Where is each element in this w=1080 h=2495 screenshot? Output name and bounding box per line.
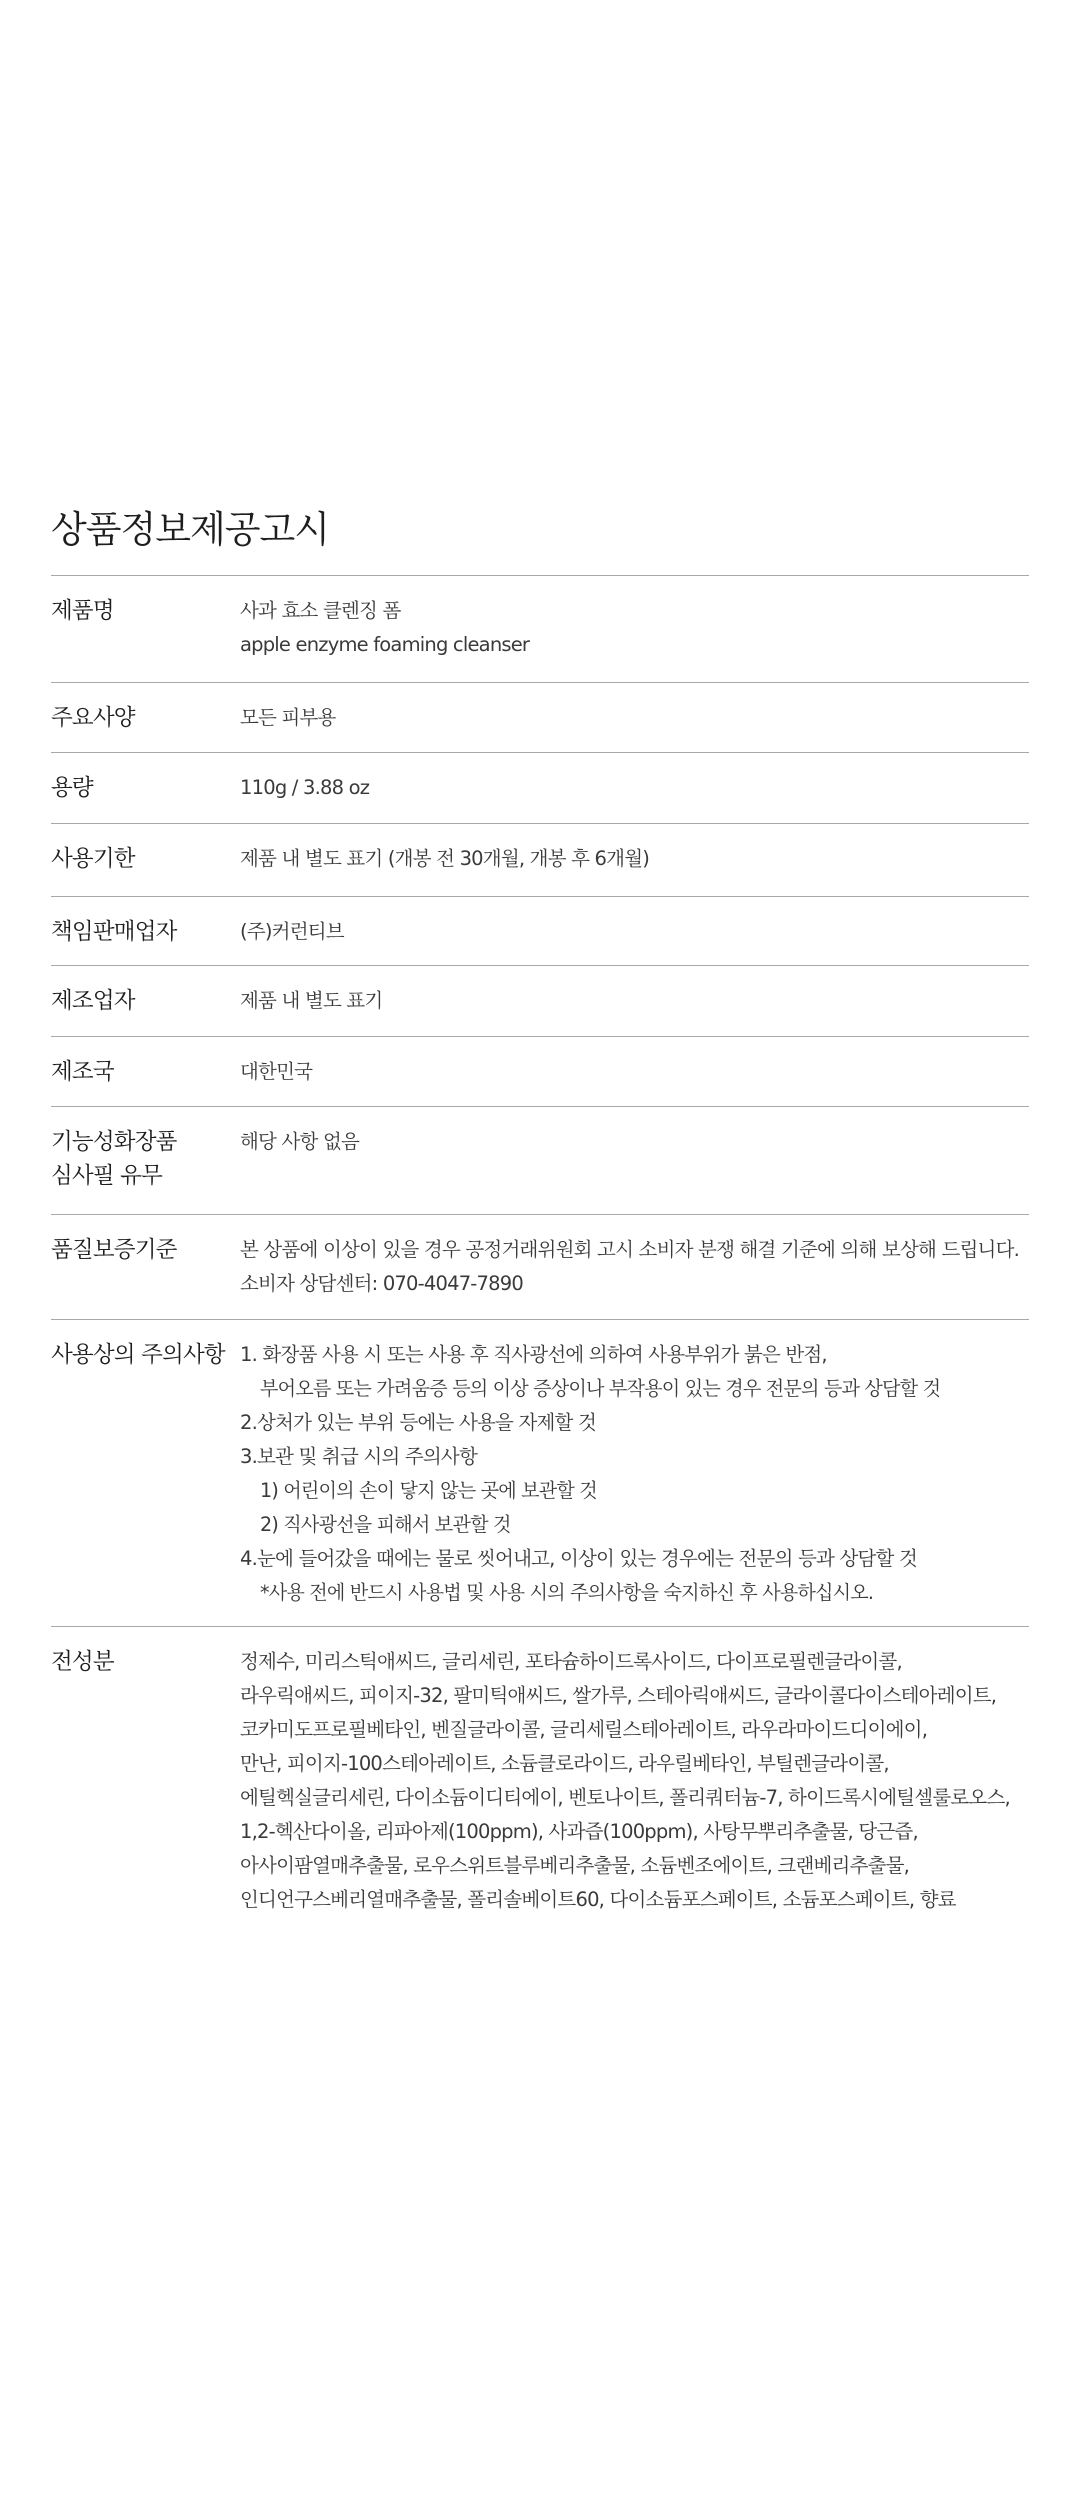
value-line: *사용 전에 반드시 사용법 및 사용 시의 주의사항을 숙지하신 후 사용하십시오.	[260, 1582, 874, 1604]
value-line: 소비자 상담센터: 070-4047-7890	[240, 1272, 523, 1295]
row-value	[240, 1107, 1029, 1214]
value-line: 정제수, 미리스틱애씨드, 글리세린, 포타슘하이드록사이드, 다이프로필렌글라이콜,	[240, 1650, 902, 1673]
value-line: 1. 화장품 사용 시 또는 사용 후 직사광선에 의하여 사용부위가 붉은 반점,	[240, 1343, 827, 1366]
value-line: 제품 내 별도 표기 (개봉 전 30개월, 개봉 후 6개월)	[240, 847, 650, 870]
value-line: 2.상처가 있는 부위 등에는 사용을 자제할 것	[240, 1411, 597, 1434]
value-line: 대한민국	[240, 1060, 313, 1083]
row-label: 책임판매업자	[51, 919, 177, 945]
value-line: (주)커런티브	[240, 920, 344, 943]
row-value	[240, 966, 1029, 1036]
page-title: 상품정보제공고시	[51, 508, 329, 551]
value-line: 2) 직사광선을 피해서 보관할 것	[260, 1514, 511, 1536]
row-main-spec	[51, 683, 1029, 753]
value-line: 부어오름 또는 가려움증 등의 이상 증상이나 부작용이 있는 경우 전문의 등과 상담할 것	[260, 1378, 941, 1400]
value-line: 모든 피부용	[240, 706, 336, 729]
row-value	[240, 824, 1029, 896]
row-value	[240, 683, 1029, 752]
info-table	[51, 575, 1029, 1927]
value-line: 4.눈에 들어갔을 때에는 물로 씻어내고, 이상이 있는 경우에는 전문의 등과 상담할 것	[240, 1547, 918, 1570]
row-value	[240, 1037, 1029, 1106]
value-line: 1,2-헥산다이올, 리파아제(100ppm), 사과즙(100ppm), 사탕무뿌리추출물, 당근즙,	[240, 1820, 918, 1843]
row-label: 기능성화장품 심사필 유무	[51, 1129, 177, 1189]
row-value	[240, 897, 1029, 965]
row-expiry	[51, 824, 1029, 897]
value-line: 사과 효소 클렌징 폼	[240, 599, 401, 622]
value-line: 인디언구스베리열매추출물, 폴리솔베이트60, 다이소듐포스페이트, 소듐포스페이트, 향료	[240, 1888, 956, 1911]
row-volume	[51, 753, 1029, 824]
row-label: 제품명	[51, 598, 114, 624]
row-label: 용량	[51, 775, 93, 801]
row-label: 사용기한	[51, 846, 135, 872]
row-manufacturer	[51, 966, 1029, 1037]
row-label: 전성분	[51, 1649, 114, 1675]
value-line: apple enzyme foaming cleanser	[240, 633, 530, 656]
row-label: 제조국	[51, 1059, 114, 1085]
row-value	[240, 1320, 1029, 1626]
row-country	[51, 1037, 1029, 1107]
row-value	[240, 753, 1029, 823]
row-functional-cosmetic	[51, 1107, 1029, 1215]
value-line: 라우릭애씨드, 피이지-32, 팔미틱애씨드, 쌀가루, 스테아릭애씨드, 글라이콜다이스테아레이트,	[240, 1684, 997, 1707]
row-value	[240, 1215, 1029, 1319]
value-line: 3.보관 및 취급 시의 주의사항	[240, 1445, 478, 1468]
value-line: 110g / 3.88 oz	[240, 776, 370, 799]
value-line: 에틸헥실글리세린, 다이소듐이디티에이, 벤토나이트, 폴리쿼터늄-7, 하이드록시에틸셀룰로오스,	[240, 1786, 1010, 1809]
row-label: 품질보증기준	[51, 1237, 177, 1263]
value-line: 1) 어린이의 손이 닿지 않는 곳에 보관할 것	[260, 1480, 597, 1502]
row-label: 사용상의 주의사항	[51, 1342, 225, 1368]
row-value	[240, 576, 1029, 682]
value-line: 만난, 피이지-100스테아레이트, 소듐클로라이드, 라우릴베타인, 부틸렌글라이콜,	[240, 1752, 889, 1775]
row-label: 제조업자	[51, 988, 135, 1014]
row-precautions	[51, 1320, 1029, 1627]
row-quality-guarantee	[51, 1215, 1029, 1320]
row-value	[240, 1627, 1029, 1927]
row-product-name	[51, 576, 1029, 683]
value-line: 해당 사항 없음	[240, 1130, 360, 1153]
row-seller	[51, 897, 1029, 966]
value-line: 코카미도프로필베타인, 벤질글라이콜, 글리세릴스테아레이트, 라우라마이드디이에이,	[240, 1718, 928, 1741]
value-line: 제품 내 별도 표기	[240, 989, 383, 1012]
value-line: 아사이팜열매추출물, 로우스위트블루베리추출물, 소듐벤조에이트, 크랜베리추출물,	[240, 1854, 910, 1877]
value-line: 본 상품에 이상이 있을 경우 공정거래위원회 고시 소비자 분쟁 해결 기준에 의해 보상해 드립니다.	[240, 1238, 1020, 1261]
row-label: 주요사양	[51, 705, 135, 731]
row-ingredients	[51, 1627, 1029, 1927]
